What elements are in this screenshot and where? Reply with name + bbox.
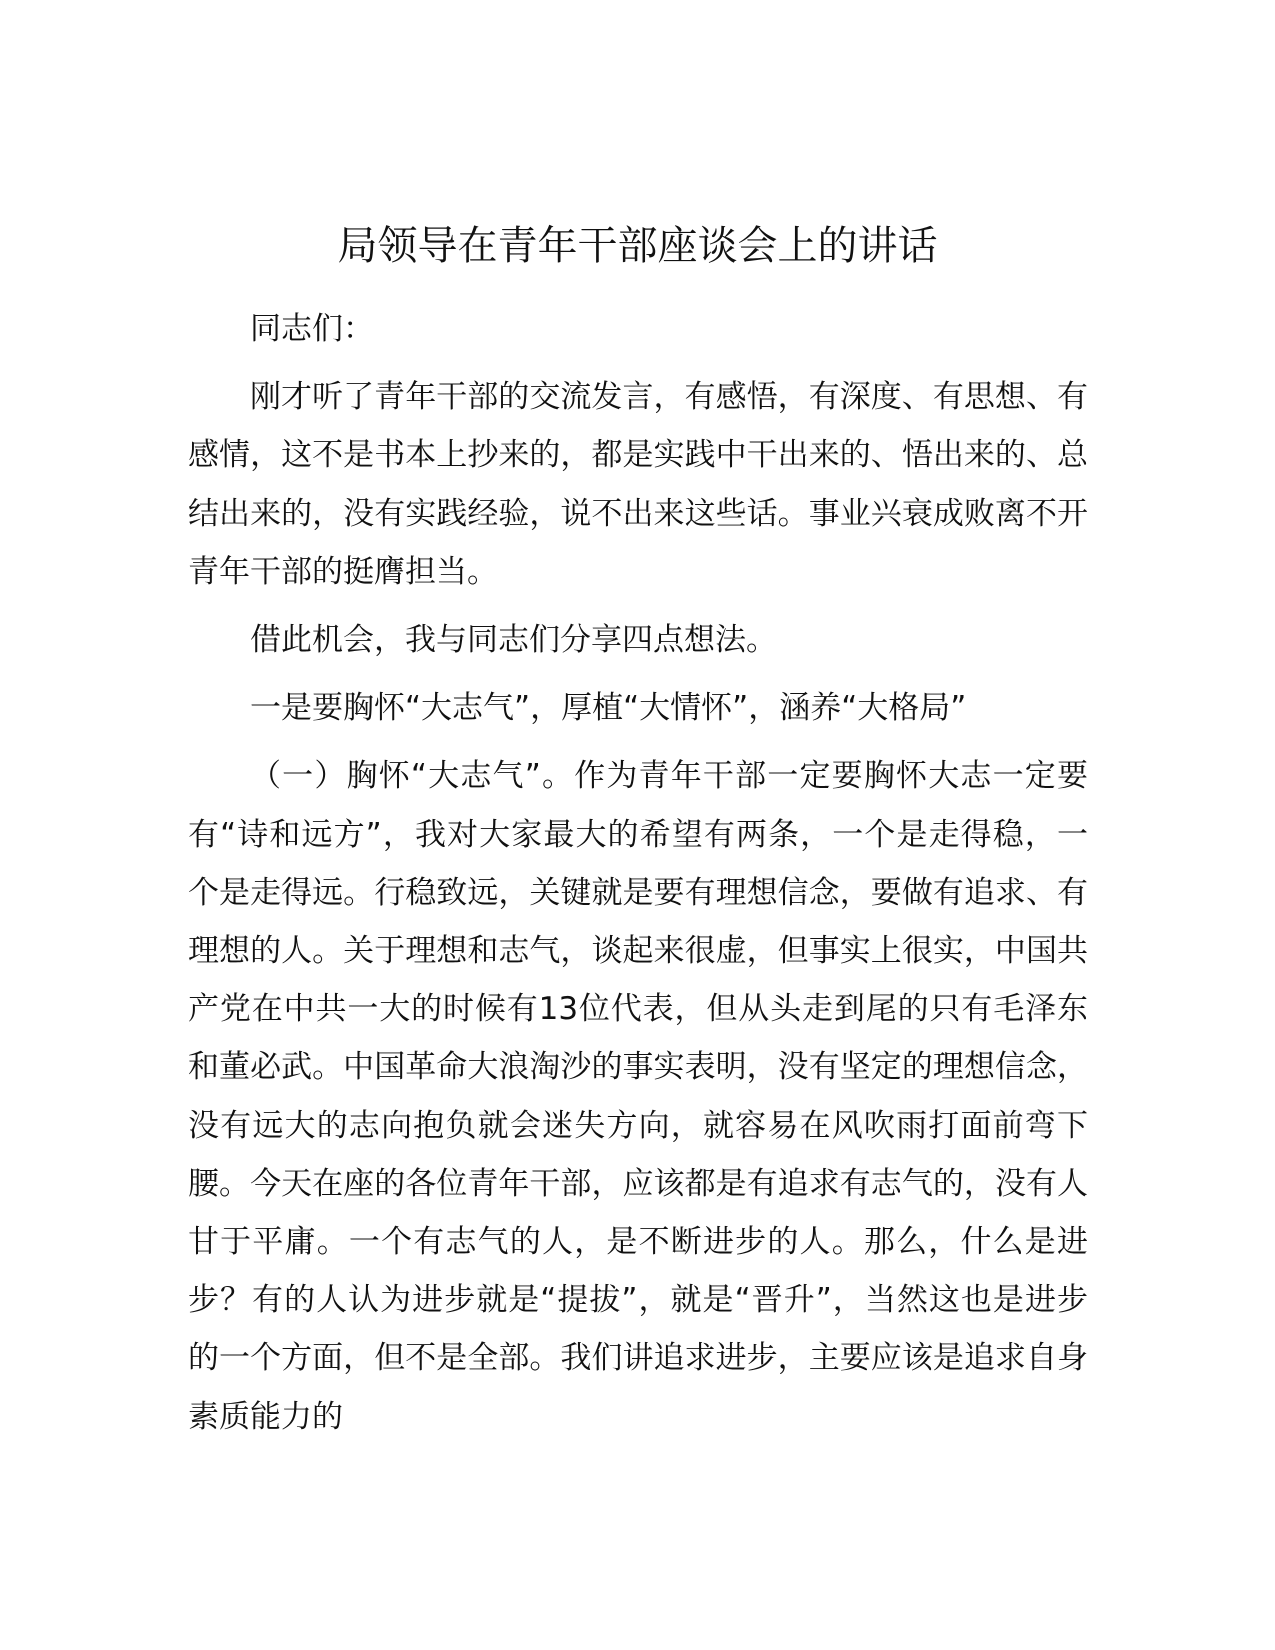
- transition-paragraph: 借此机会，我与同志们分享四点想法。: [250, 622, 777, 659]
- document-title: 局领导在青年干部座谈会上的讲话: [337, 223, 938, 269]
- section-heading-1: 一是要胸怀“大志气”，厚植“大情怀”，涵养“大格局”: [250, 690, 967, 727]
- subsection-paragraph-1: （一）胸怀“大志气”。作为青年干部一定要胸怀大志一定要有“诗和远方”，我对大家最大的希望有两条，一个是走得稳，一个是走得远。行稳致远，关键就是要有理想信念，要做有追求、有理想的人。关于理想和志气，谈起来很虚，但事实上很实，中国共产党在中共一大的时候有13位代表，但从头走到尾的只有毛泽东和董必武。中国革命大浪淘沙的事实表明，没有坚定的理想信念，没有远大的志向抱负就会迷失方向，就容易在风吹雨打面前弯下腰。今天在座的各位青年干部，应该都是有追求有志气的，没有人甘于平庸。一个有志气的人，是不断进步的人。那么，什么是进步？有的人认为进步就是“提拔”，就是“晋升”，当然这也是进步的一个方面，但不是全部。我们讲追求进步，主要应该是追求自身素质能力的: [188, 758, 1088, 1435]
- salutation-paragraph: 同志们：: [250, 311, 374, 347]
- document-body: [188, 300, 1088, 1446]
- opening-paragraph: 刚才听了青年干部的交流发言，有感悟，有深度、有思想、有感情，这不是书本上抄来的，都是实践中干出来的、悟出来的、总结出来的，没有实践经验，说不出来这些话。事业兴衰成败离不开青年干部的挺膺担当。: [188, 379, 1088, 590]
